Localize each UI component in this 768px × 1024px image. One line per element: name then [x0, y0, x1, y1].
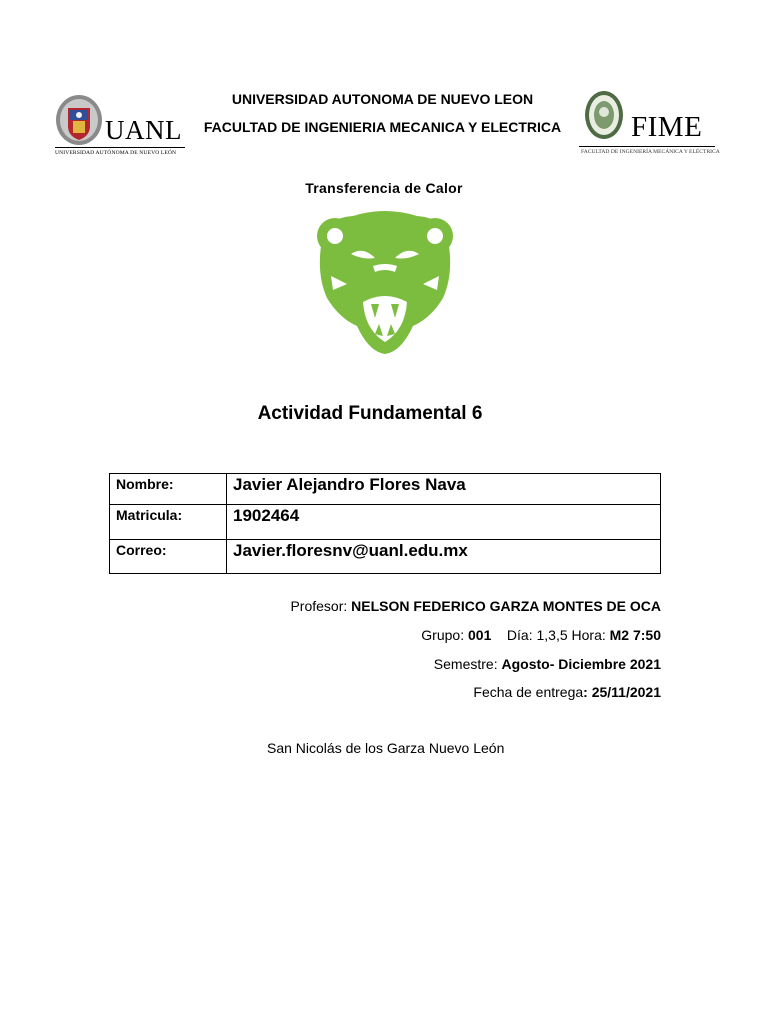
matricula-label: Matricula: — [110, 505, 227, 540]
fime-wordmark: FIME — [631, 111, 703, 143]
fime-logo — [579, 90, 719, 160]
matricula-value: 1902464 — [227, 505, 661, 540]
due-date-label: Fecha de entrega — [473, 684, 584, 700]
professor-line — [290, 598, 661, 614]
due-date-value: : 25/11/2021 — [583, 684, 661, 700]
table-row — [110, 474, 661, 505]
faculty-name: FACULTAD DE INGENIERIA MECANICA Y ELECTRICA — [203, 119, 562, 135]
spacer — [491, 627, 507, 643]
group-label: Grupo: — [421, 627, 468, 643]
location: San Nicolás de los Garza Nuevo León — [267, 740, 505, 756]
email-label: Correo: — [110, 540, 227, 574]
name-value: Javier Alejandro Flores Nava — [227, 474, 661, 505]
email-value: Javier.floresnv@uanl.edu.mx — [227, 540, 661, 574]
schedule-value: M2 7:50 — [609, 627, 661, 643]
uanl-subtitle: UNIVERSIDAD AUTÓNOMA DE NUEVO LEÓN — [55, 150, 177, 156]
group-line — [421, 627, 661, 643]
uanl-rule — [55, 147, 185, 148]
fime-seal-icon — [584, 90, 624, 140]
student-info-table — [109, 473, 661, 574]
uanl-seal-icon — [55, 94, 103, 146]
course-name: Transferencia de Calor — [305, 180, 463, 196]
due-date-line — [473, 684, 661, 700]
schedule-label: Día: 1,3,5 Hora: — [506, 627, 610, 643]
professor-name: NELSON FEDERICO GARZA MONTES DE OCA — [351, 598, 661, 614]
activity-title: Actividad Fundamental 6 — [257, 403, 483, 424]
uanl-logo — [55, 94, 190, 158]
semester-label: Semestre: — [433, 656, 502, 672]
university-name: UNIVERSIDAD AUTONOMA DE NUEVO LEON — [231, 91, 534, 107]
semester-value: Agosto- Diciembre 2021 — [501, 656, 661, 672]
group-value: 001 — [468, 627, 492, 643]
professor-label: Profesor: — [290, 598, 352, 614]
name-label: Nombre: — [110, 474, 227, 505]
table-row — [110, 540, 661, 574]
fime-rule — [579, 146, 715, 147]
fime-subtitle: FACULTAD DE INGENIERÍA MECÁNICA Y ELÉCTRICA — [581, 149, 720, 155]
bear-head-icon — [313, 206, 457, 356]
semester-line — [434, 656, 661, 672]
table-row — [110, 505, 661, 540]
uanl-wordmark: UANL — [105, 115, 182, 145]
